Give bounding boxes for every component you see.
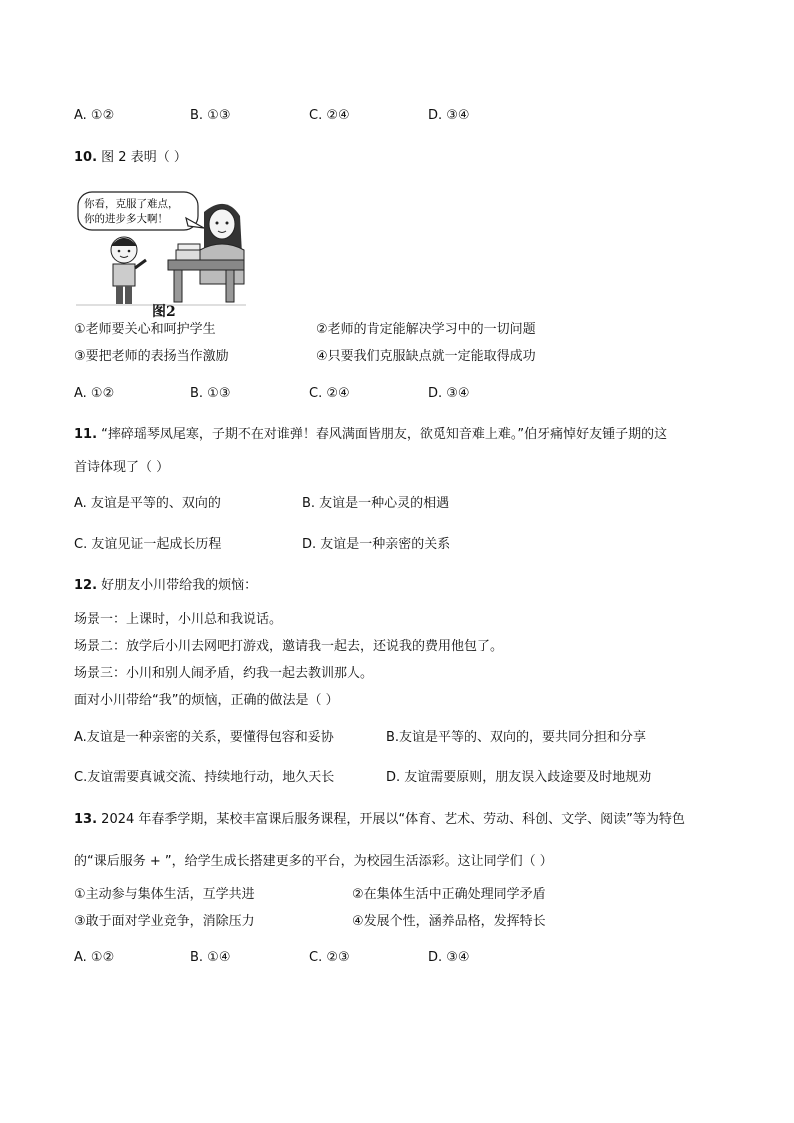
- q13-option-b: B. ①④: [190, 950, 231, 965]
- q10-statement-3: ③要把老师的表扬当作激励: [74, 349, 229, 364]
- q10-stem-text: 图 2 表明（ ）: [101, 150, 187, 165]
- q13-option-c: C. ②③: [309, 950, 350, 965]
- q11-option-d: D. 友谊是一种亲密的关系: [302, 537, 451, 552]
- q12-scene-1: 场景一：上课时，小川总和我说话。: [74, 612, 283, 627]
- q13-statement-2: ②在集体生活中正确处理同学矛盾: [352, 887, 546, 902]
- q13-stem-line-2: 的“课后服务 + ”，给学生成长搭建更多的平台，为校园生活添彩。这让同学们（ ）: [74, 854, 553, 869]
- q12-option-d: D. 友谊需要原则，朋友误入歧途要及时地规劝: [386, 770, 652, 785]
- q12-option-c: C.友谊需要真诚交流、持续地行动，地久天长: [74, 770, 335, 785]
- q10-statement-1: ①老师要关心和呵护学生: [74, 322, 216, 337]
- q10-stem: [74, 151, 187, 164]
- speech-line-2: 你的进步多大啊！: [84, 213, 168, 225]
- q13-statement-1: ①主动参与集体生活，互学共进: [74, 887, 255, 902]
- q12-question: 面对小川带给“我”的烦恼，正确的做法是（ ）: [74, 693, 339, 708]
- q12-option-b: B.友谊是平等的、双向的，要共同分担和分享: [386, 730, 647, 745]
- q12-number: 12.: [74, 578, 98, 593]
- q10-number: 10.: [74, 150, 98, 165]
- q13-statement-4: ④发展个性，涵养品格，发挥特长: [352, 914, 546, 929]
- q10-option-c: C. ②④: [309, 386, 350, 401]
- q13-option-a: A. ①②: [74, 950, 115, 965]
- q9-option-b: B. ①③: [190, 108, 231, 123]
- q10-option-a: A. ①②: [74, 386, 115, 401]
- q11-number: 11.: [74, 427, 98, 442]
- speech-line-1: 你看，克服了难点，: [84, 198, 179, 210]
- q9-option-a: A. ①②: [74, 108, 115, 123]
- q11-option-c: C. 友谊见证一起成长历程: [74, 537, 222, 552]
- q13-option-d: D. ③④: [428, 950, 470, 965]
- teacher-figure: [200, 204, 244, 284]
- q10-option-d: D. ③④: [428, 386, 470, 401]
- student-figure: [111, 237, 146, 304]
- figure-caption: 图2: [152, 304, 176, 320]
- q11-stem-line-2: 首诗体现了（ ）: [74, 460, 170, 475]
- q9-option-d: D. ③④: [428, 108, 470, 123]
- q11-stem-line-1: [74, 428, 667, 441]
- q13-stem-line-1: [74, 813, 685, 826]
- q9-option-c: C. ②④: [309, 108, 350, 123]
- q11-stem-text: “摔碎瑶琴凤尾寒，子期不在对谁弹！春风满面皆朋友，欲觅知音难上难。”伯牙痛悼好友锺子期的这: [101, 427, 668, 442]
- q13-number: 13.: [74, 812, 98, 827]
- q11-option-b: B. 友谊是一种心灵的相遇: [302, 496, 450, 511]
- q10-option-b: B. ①③: [190, 386, 231, 401]
- q13-stem-text: 2024 年春季学期，某校丰富课后服务课程，开展以“体育、艺术、劳动、科创、文学、阅读”等为特色: [101, 812, 685, 827]
- q12-stem-text: 好朋友小川带给我的烦恼：: [101, 578, 258, 593]
- q13-statement-3: ③敢于面对学业竞争，消除压力: [74, 914, 255, 929]
- q10-statement-2: ②老师的肯定能解决学习中的一切问题: [316, 322, 536, 337]
- teacher-student-illustration: [76, 188, 246, 318]
- q12-scene-3: 场景三：小川和别人闹矛盾，约我一起去教训那人。: [74, 666, 374, 681]
- q12-option-a: A.友谊是一种亲密的关系，要懂得包容和妥协: [74, 730, 334, 745]
- q10-statement-4: ④只要我们克服缺点就一定能取得成功: [316, 349, 536, 364]
- q12-scene-2: 场景二：放学后小川去网吧打游戏，邀请我一起去，还说我的费用他包了。: [74, 639, 504, 654]
- q12-stem: [74, 579, 257, 592]
- q11-option-a: A. 友谊是平等的、双向的: [74, 496, 221, 511]
